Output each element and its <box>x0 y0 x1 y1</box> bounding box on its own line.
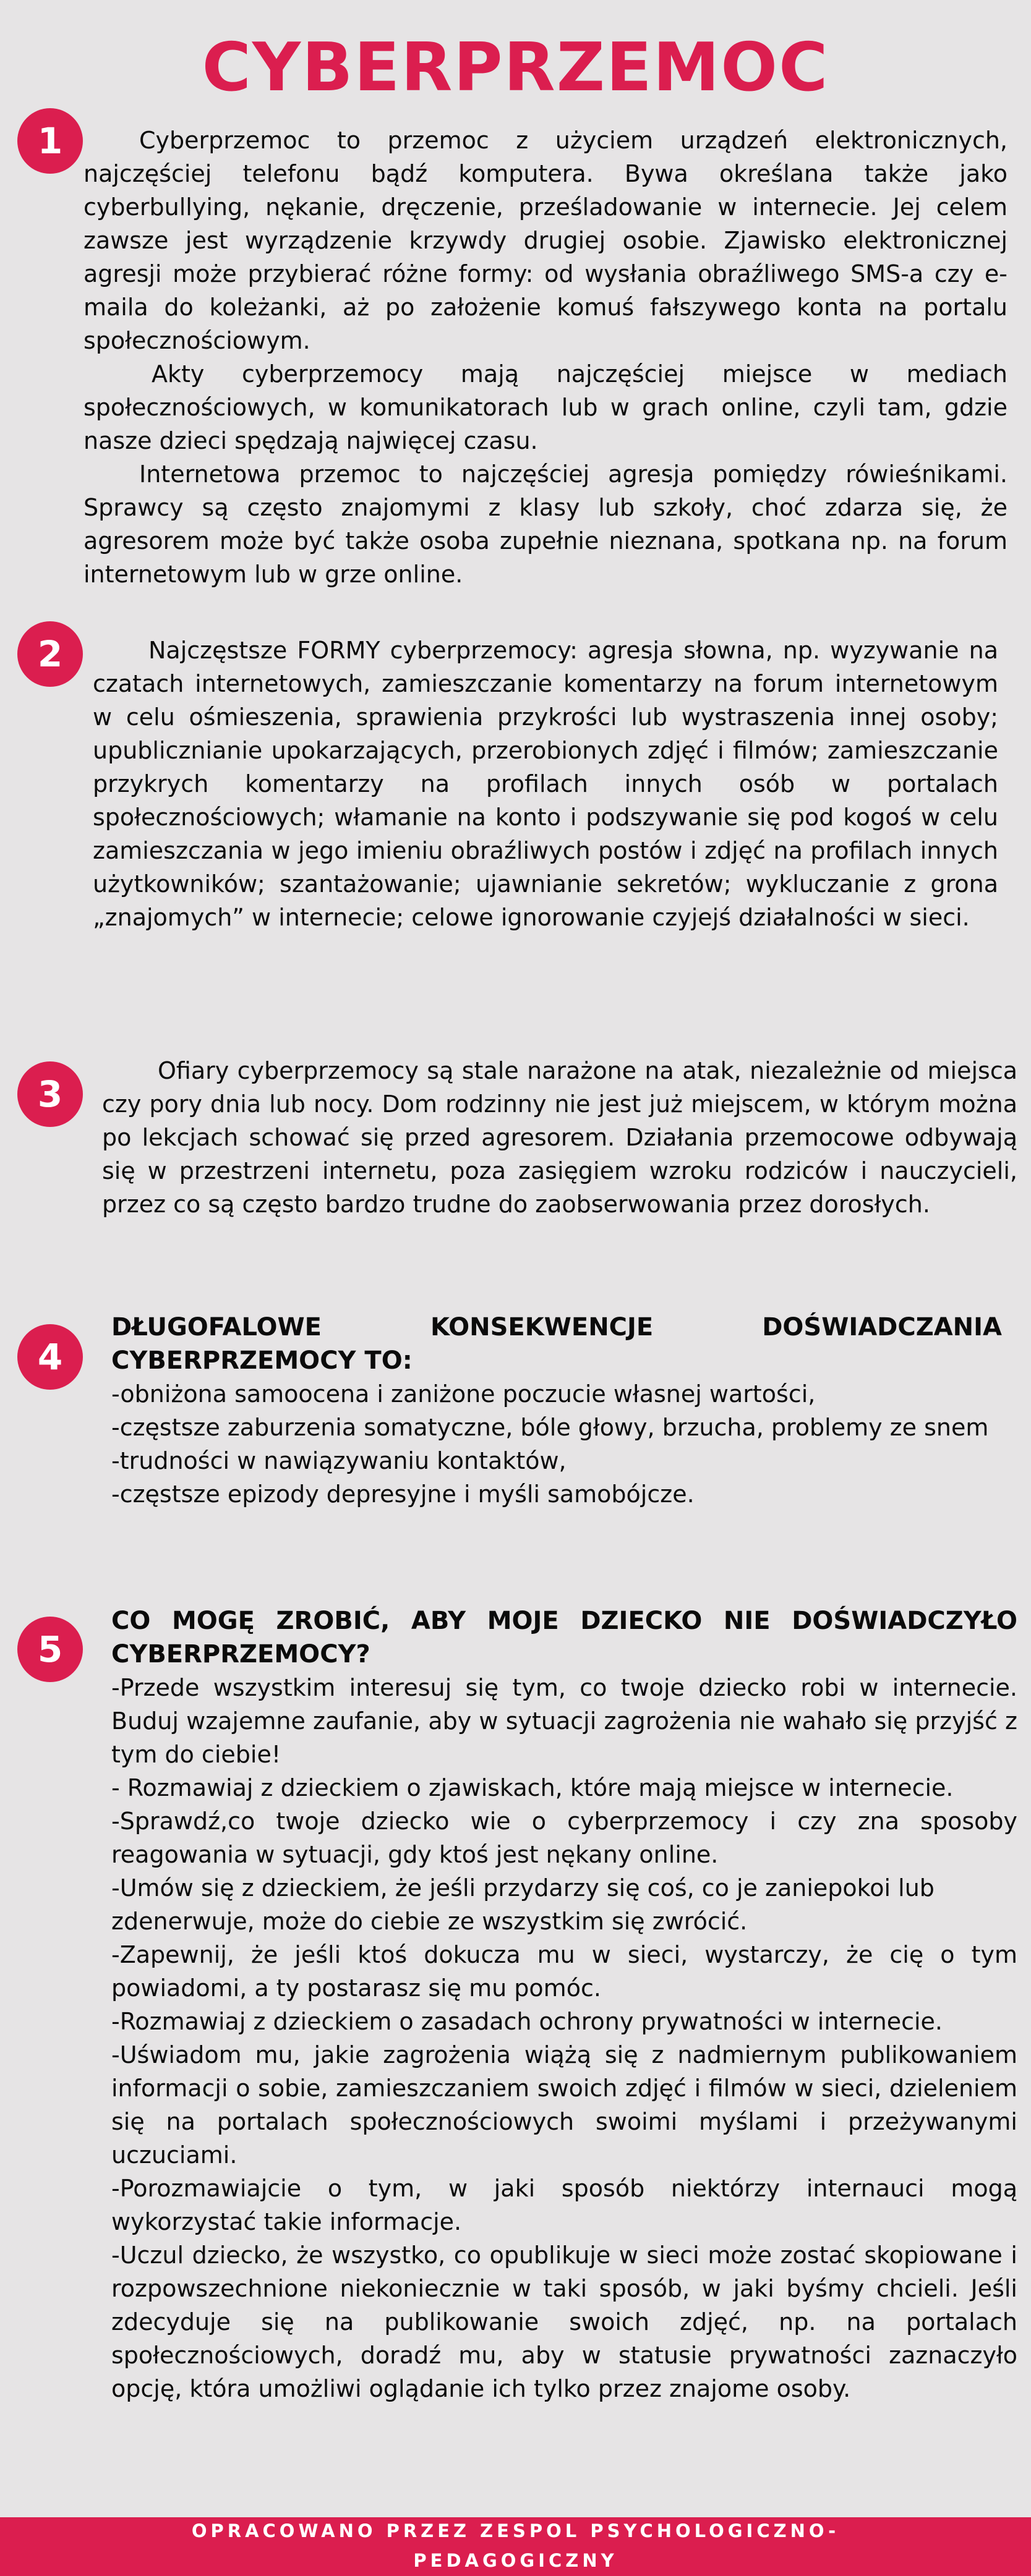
list-item: - Rozmawiaj z dzieckiem o zjawiskach, które mają miejsce w internecie. <box>111 1774 954 1801</box>
list-item: -obniżona samoocena i zaniżone poczucie własnej wartości, <box>111 1380 816 1408</box>
section-heading: DŁUGOFALOWE KONSEKWENCJE DOŚWIADCZANIA CYBERPRZEMOCY TO: <box>111 1313 1002 1375</box>
section-what-is-cyberbullying <box>83 124 1007 591</box>
section-number-badge: 1 <box>17 108 83 174</box>
page-title: CYBERPRZEMOC <box>202 29 829 106</box>
list-item: -Zapewnij, że jeśli ktoś dokucza mu w sieci, wystarczy, że cię o tym powiadomi, a ty postarasz się mu pomóc. <box>111 1941 1017 2002</box>
paragraph: Cyberprzemoc to przemoc z użyciem urządzeń elektronicznych, najczęściej telefonu bądź komputera. Bywa określana także jako cyberbullying, nękanie, dręczenie, prześladowanie w internecie. Jej celem zawsze jest wyrządzenie krzywdy drugiej osobie. Zjawisko elektronicznej agresji może przybierać różne formy: od wysłania obraźliwego SMS-a czy e-maila do koleżanki, aż po założenie komuś fałszywego konta na portalu społecznościowym. <box>83 127 1007 354</box>
footer-credit: OPRACOWANO PRZEZ ZESPOL PSYCHOLOGICZNO-PEDAGOGICZNY <box>191 2520 840 2571</box>
list-item: -Umów się z dzieckiem, że jeśli przydarzy się coś, co je zaniepokoi lub zdenerwuje, może do ciebie ze wszystkim się zwrócić. <box>111 1874 935 1935</box>
section-number-badge: 5 <box>17 1617 83 1682</box>
paragraph: Akty cyberprzemocy mają najczęściej miejsce w mediach społecznościowych, w komunikatorach lub w grach online, czyli tam, gdzie nasze dzieci spędzają najwięcej czasu. <box>83 360 1007 454</box>
section-victims <box>102 1054 1017 1221</box>
section-long-term-consequences <box>111 1311 1002 1511</box>
list-item: -Uświadom mu, jakie zagrożenia wiążą się z nadmiernym publikowaniem informacji o sobie, zamieszczaniem swoich zdjęć i filmów w sieci, dzieleniem się na portalach społecznościowych swoimi myślami i przeżywanymi uczuciami. <box>111 2041 1017 2169</box>
section-number-badge: 2 <box>17 621 83 687</box>
list-item: -częstsze epizody depresyjne i myśli samobójcze. <box>111 1481 695 1508</box>
list-item: -trudności w nawiązywaniu kontaktów, <box>111 1447 567 1474</box>
list-item: -Porozmawiajcie o tym, w jaki sposób niektórzy internauci mogą wykorzystać takie informacje. <box>111 2175 1017 2235</box>
list-item: -częstsze zaburzenia somatyczne, bóle głowy, brzucha, problemy ze snem <box>111 1414 989 1441</box>
section-number-badge: 4 <box>17 1324 83 1390</box>
section-number-badge: 3 <box>17 1061 83 1127</box>
list-item: -Rozmawiaj z dzieckiem o zasadach ochrony prywatności w internecie. <box>111 2008 943 2035</box>
section-forms-of-cyberbullying <box>93 634 998 934</box>
list-item: -Sprawdź,co twoje dziecko wie o cyberprzemocy i czy zna sposoby reagowania w sytuacji, gdy ktoś jest nękany online. <box>111 1808 1017 1868</box>
section-heading: CO MOGĘ ZROBIĆ, ABY MOJE DZIECKO NIE DOŚWIADCZYŁO CYBERPRZEMOCY? <box>111 1607 1017 1668</box>
paragraph: Internetowa przemoc to najczęściej agresja pomiędzy rówieśnikami. Sprawcy są często znajomymi z klasy lub szkoły, choć zdarza się, że agresorem może być także osoba zupełnie nieznana, spotkana np. na forum internetowym lub w grze online. <box>83 461 1007 588</box>
paragraph: Najczęstsze FORMY cyberprzemocy: agresja słowna, np. wyzywanie na czatach internetowych, zamieszczanie komentarzy na forum internetowym w celu ośmieszenia, sprawienia przykrości lub wystraszenia innej osoby; upublicznianie upokarzających, przerobionych zdjęć i filmów; zamieszczanie przykrych komentarzy na profilach innych osób w portalach społecznościowych; włamanie na konto i podszywanie się pod kogoś w celu zamieszczania w jego imieniu obraźliwych postów i zdjęć na profilach innych użytkowników; szantażowanie; ujawnianie sekretów; wykluczanie z grona „znajomych” w internecie; celowe ignorowanie czyjejś działalności w sieci. <box>93 637 998 931</box>
paragraph: Ofiary cyberprzemocy są stale narażone na atak, niezależnie od miejsca czy pory dnia lub nocy. Dom rodzinny nie jest już miejscem, w którym można po lekcjach schować się przed agresorem. Działania przemocowe odbywają się w przestrzeni internetu, poza zasięgiem wzroku rodziców i nauczycieli, przez co są często bardzo trudne do zaobserwowania przez dorosłych. <box>102 1057 1017 1218</box>
list-item: -Przede wszystkim interesuj się tym, co twoje dziecko robi w internecie. Buduj wzajemne zaufanie, aby w sytuacji zagrożenia nie wahało się przyjść z tym do ciebie! <box>111 1674 1017 1768</box>
section-what-can-i-do <box>111 1604 1017 2405</box>
list-item: -Uczul dziecko, że wszystko, co opublikuje w sieci może zostać skopiowane i rozpowszechnione niekoniecznie w taki sposób, w jaki byśmy chcieli. Jeśli zdecyduje się na publikowanie swoich zdjęć, np. na portalach społecznościowych, doradź mu, aby w statusie prywatności zaznaczyło opcję, która umożliwi oglądanie ich tylko przez znajome osoby. <box>111 2242 1017 2402</box>
